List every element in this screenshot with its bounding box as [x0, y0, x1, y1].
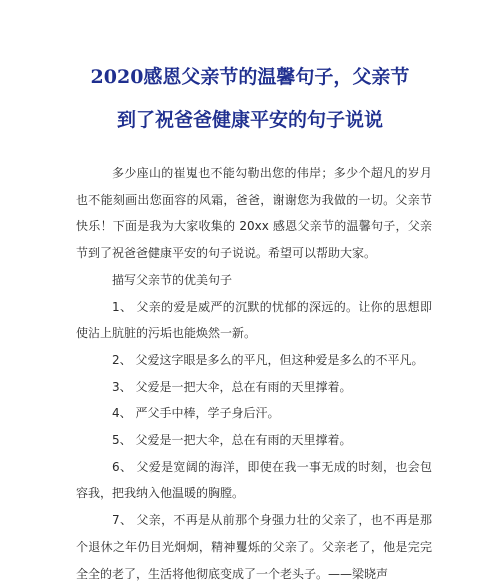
list-item: 3、 父爱是一把大伞，总在有雨的天里撑着。	[112, 379, 352, 394]
document-title-line-1: 2020感恩父亲节的温馨句子，父亲节	[90, 66, 410, 88]
list-item: 4、 严父手中棒，学子身后汗。	[112, 406, 280, 421]
section-heading: 描写父亲节的优美句子	[112, 272, 233, 287]
list-item: 5、 父爱是一把大伞，总在有雨的天里撑着。	[112, 433, 352, 448]
document-title-line-2: 到了祝爸爸健康平安的句子说说	[116, 109, 383, 131]
document-body	[76, 160, 432, 587]
list-item: 6、 父爱是宽阔的海洋，即使在我一事无成的时刻，也会包容我，把我纳入他温暖的胸膛。	[76, 459, 432, 501]
list-item: 1、 父亲的爱是威严的沉默的忧郁的深远的。让你的思想即使沾上肮脏的污垢也能焕然一新。	[76, 299, 432, 341]
list-item: 7、 父亲，不再是从前那个身强力壮的父亲了，也不再是那个退休之年仍目光炯炯，精神矍烁的父亲了。父亲老了，他是完完全全的老了，生活将他彻底变成了一个老头子。——梁晓声	[76, 513, 432, 581]
list-item: 2、 父爱这字眼是多么的平凡，但这种爱是多么的不平凡。	[112, 352, 424, 367]
intro-paragraph: 多少座山的崔嵬也不能勾勒出您的伟岸；多少个超凡的岁月也不能刻画出您面容的风霜，爸爸，谢谢您为我做的一切。父亲节快乐！下面是我为大家收集的 20xx 感恩父亲节的温馨句子，父亲节到了祝爸爸健康平安的句子说说。希望可以帮助大家。	[76, 166, 432, 261]
